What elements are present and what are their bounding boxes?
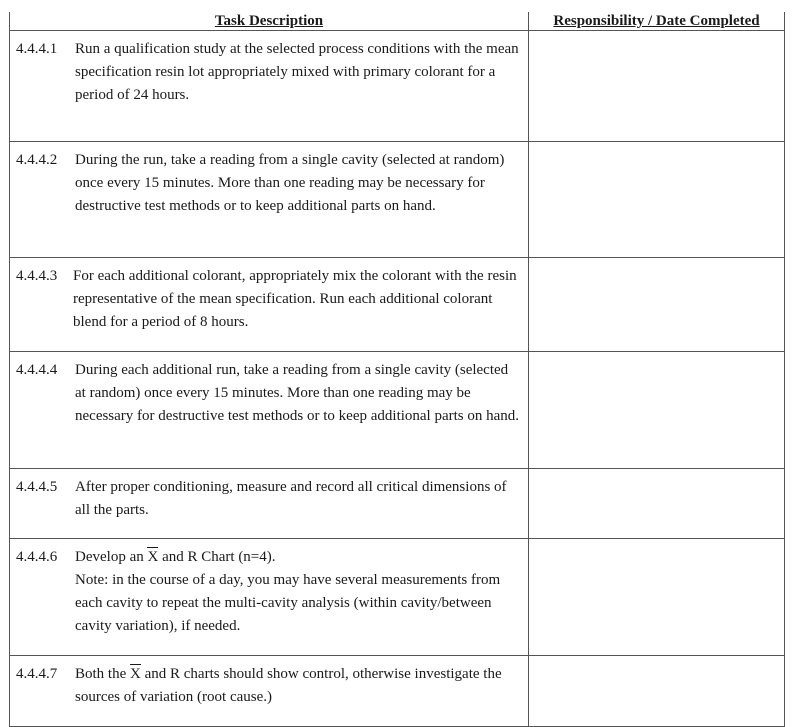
responsibility-cell[interactable]	[529, 142, 785, 258]
task-number: 4.4.4.1	[16, 41, 58, 57]
task-cell	[10, 31, 529, 142]
responsibility-cell[interactable]	[529, 469, 785, 539]
task-number: 4.4.4.7	[16, 666, 58, 682]
task-text-before: Develop an	[75, 549, 148, 565]
task-number: 4.4.4.3	[16, 268, 58, 284]
responsibility-cell[interactable]	[529, 539, 785, 656]
task-note: Note: in the course of a day, you may have several measurements from each cavity to repeat the multi-cavity analysis (within cavity/between cavity variation), if needed.	[75, 572, 501, 634]
header-row	[10, 12, 785, 31]
task-number: 4.4.4.6	[16, 549, 58, 565]
task-text: For each additional colorant, appropriately mix the colorant with the resin representative of the mean specification. Run each additional colorant blend for a period of 8 hours.	[73, 268, 517, 330]
task-text-after: and R Chart (n=4).	[158, 549, 276, 565]
task-cell	[10, 469, 529, 539]
x-bar-symbol: X	[130, 663, 141, 686]
task-table	[9, 12, 785, 727]
task-text: Run a qualification study at the selected process conditions with the mean specification resin lot appropriately mixed with primary colorant for a period of 24 hours.	[75, 41, 519, 103]
table-row	[10, 539, 785, 656]
task-cell	[10, 142, 529, 258]
task-text	[75, 539, 528, 638]
responsibility-cell[interactable]	[529, 656, 785, 727]
responsibility-cell[interactable]	[529, 352, 785, 469]
table-row	[10, 142, 785, 258]
table-row	[10, 469, 785, 539]
task-cell	[10, 539, 529, 656]
x-bar-symbol: X	[147, 546, 158, 569]
task-cell	[10, 656, 529, 727]
task-cell	[10, 258, 529, 352]
task-text	[75, 656, 528, 709]
table-row	[10, 258, 785, 352]
task-number: 4.4.4.2	[16, 152, 58, 168]
responsibility-header: Responsibility / Date Completed	[529, 12, 785, 31]
responsibility-cell[interactable]	[529, 258, 785, 352]
task-text-after: and R charts should show control, otherwise investigate the sources of variation (root cause.)	[75, 666, 502, 705]
table-row	[10, 656, 785, 727]
task-number: 4.4.4.4	[16, 362, 58, 378]
task-description-header: Task Description	[10, 12, 529, 31]
task-cell	[10, 352, 529, 469]
task-text-before: Both the	[75, 666, 130, 682]
responsibility-cell[interactable]	[529, 31, 785, 142]
task-text: During the run, take a reading from a single cavity (selected at random) once every 15 minutes. More than one reading may be necessary for destructive test methods or to keep additional parts on hand.	[75, 152, 505, 214]
table-row	[10, 31, 785, 142]
table-row	[10, 352, 785, 469]
task-number: 4.4.4.5	[16, 479, 58, 495]
task-text: During each additional run, take a reading from a single cavity (selected at random) once every 15 minutes. More than one reading may be necessary for destructive test methods or to keep additional parts on hand.	[75, 362, 520, 424]
task-text: After proper conditioning, measure and record all critical dimensions of all the parts.	[75, 479, 507, 518]
